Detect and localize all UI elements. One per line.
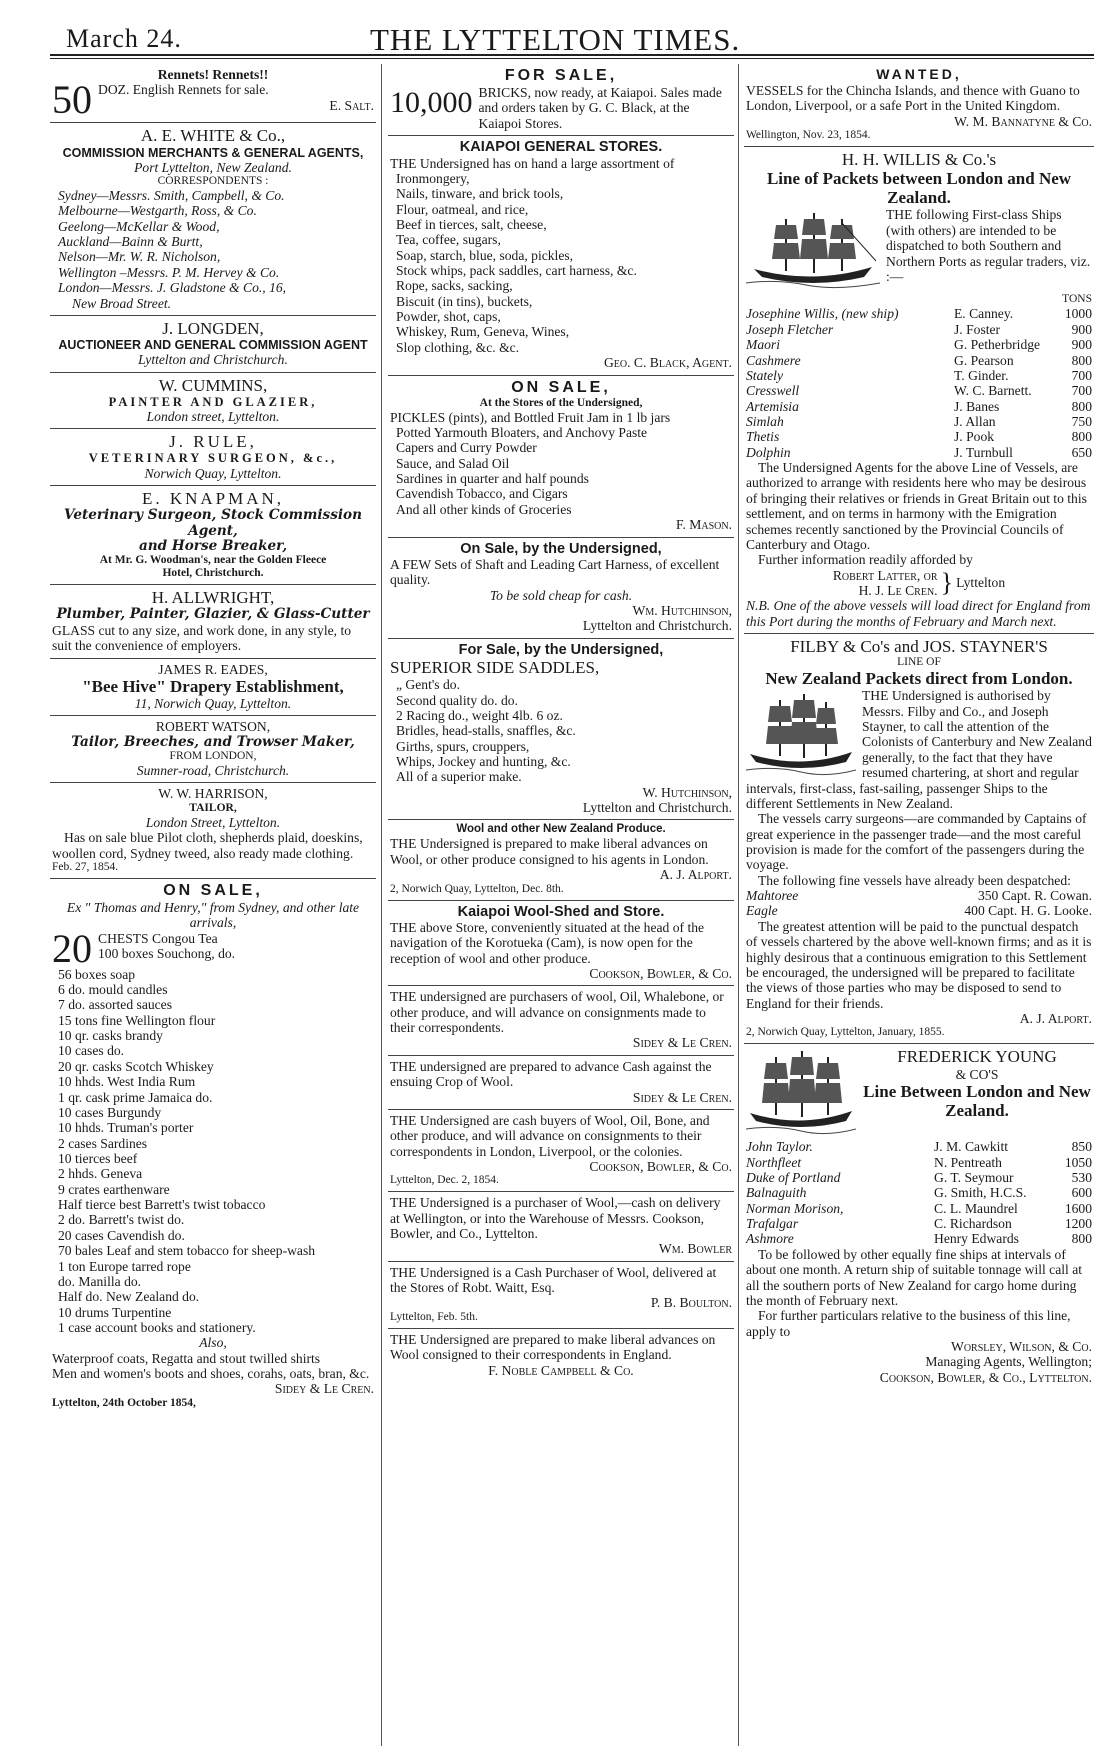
ad-signature: P. B. Boulton. — [650, 1295, 732, 1311]
list-item: Waterproof coats, Regatta and stout twilled shirts — [52, 1350, 321, 1366]
ship-master: J. M. Cawkitt — [934, 1139, 1009, 1155]
ad-text: THE Undersigned are prepared to make liberal advances on Wool consigned to their correspondents in England. — [390, 1331, 716, 1363]
ad-name: ROBERT WATSON, — [155, 719, 271, 735]
ad-place: At Mr. G. Woodman's, near the Golden Fleece — [99, 554, 327, 567]
ad-text: SUPERIOR SIDE SADDLES, — [390, 658, 600, 678]
list-item: New Broad Street. — [72, 295, 172, 311]
list-item: 10 qr. casks brandy — [58, 1028, 163, 1044]
column-divider-1 — [381, 64, 382, 1746]
ad-text: THE Undersigned is authorised by Messrs. Filby and Co., and Joseph Stayner, to call the attention of the Colonists of Canterbury and New Zealand generally, to the fact that they have resumed chartering, at short and regular intervals, first-class, fast-sailing, passenger Ships to the different Settlements in New Zealand. — [746, 688, 1092, 811]
ad-name: E. KNAPMAN, — [141, 488, 285, 508]
ship-tons: 1050 — [1064, 1154, 1092, 1170]
ad-trade: PAINTER AND GLAZIER, — [108, 394, 318, 409]
ad-signature: Cookson, Bowler, & Co., Lyttelton. — [879, 1369, 1092, 1385]
table-row — [746, 1155, 1092, 1170]
table-row — [746, 903, 1092, 918]
ad-heading: FILBY & Co's and JOS. STAYNER'S — [790, 637, 1048, 657]
ad-heading: Rennets! Rennets!! — [157, 67, 269, 82]
table-row — [746, 368, 1092, 383]
ad-heading: For Sale, by the Undersigned, — [458, 641, 664, 658]
issue-date: March 24. — [66, 24, 182, 53]
ad-text: For further particulars relative to the business of this line, apply to — [746, 1308, 1071, 1339]
ship-tons: 800 — [1071, 352, 1092, 368]
table-row — [746, 1201, 1092, 1216]
ship-master: G. T. Seymour — [934, 1170, 1014, 1186]
list-item: Geelong—McKellar & Wood, — [58, 218, 220, 234]
ship-tons: 800 — [1071, 429, 1092, 445]
list-item: Whiskey, Rum, Geneva, Wines, — [396, 324, 570, 340]
list-item: Nelson—Mr. W. R. Nicholson, — [58, 249, 221, 265]
ad-longden — [50, 316, 376, 373]
list-item: 100 boxes Souchong, do. — [98, 946, 236, 962]
ad-place: 11, Norwich Quay, Lyttelton. — [134, 696, 292, 712]
ship-name: Northfleet — [746, 1154, 802, 1170]
list-item: 10 cases do. — [58, 1043, 125, 1059]
ship-tons: 900 — [1071, 321, 1092, 337]
ship-name: Cashmere — [746, 352, 801, 368]
list-item: Flour, oatmeal, and rice, — [396, 201, 529, 217]
ship-master: E. Canney. — [954, 306, 1014, 322]
ship-name: Josephine Willis, (new ship) — [746, 306, 899, 322]
column-label: TONS — [1062, 293, 1092, 306]
ship-master: J. Allan — [954, 413, 996, 429]
list-item: 10 cases Burgundy — [58, 1104, 162, 1120]
ad-text: THE Undersigned are cash buyers of Wool, Oil, Bone, and other produce, and will advance on consignments to their correspondents in London, Liverpool, or the colonies. — [390, 1112, 710, 1159]
list-item: 2 Racing do., weight 4lb. 6 oz. — [396, 707, 563, 723]
ship-table — [746, 306, 1092, 460]
ad-trade: and Horse Breaker, — [138, 537, 288, 554]
list-item: Rope, sacks, sacking, — [396, 278, 513, 294]
list-item: 10 drums Turpentine — [58, 1304, 172, 1320]
table-row — [746, 1216, 1092, 1231]
ship-tons: 700 — [1071, 383, 1092, 399]
large-number: 50 — [52, 82, 92, 119]
ship-master: Henry Edwards — [934, 1231, 1019, 1247]
ad-signature: Cookson, Bowler, & Co. — [589, 965, 732, 981]
table-row — [746, 445, 1092, 460]
ad-eades — [50, 659, 376, 717]
list-item: 20 qr. casks Scotch Whiskey — [58, 1058, 214, 1074]
list-item: Slop clothing, &c. &c. — [396, 339, 520, 355]
ad-place: Sumner-road, Christchurch. — [136, 763, 290, 779]
list-item: „ Gent's do. — [396, 677, 460, 693]
ship-name: Mahtoree — [746, 888, 799, 904]
list-item: All of a superior make. — [396, 769, 522, 785]
ship-master: G. Pearson — [954, 352, 1014, 368]
ad-signature: Wm. Hutchinson, — [632, 602, 732, 618]
list-item: Sardines in quarter and half pounds — [396, 471, 589, 487]
ad-on-sale-sidey — [50, 879, 376, 1414]
ad-signature: A. J. Alport. — [1019, 1010, 1092, 1026]
ship-master: J. Turnbull — [954, 444, 1013, 460]
list-item: 10 hhds. Truman's porter — [58, 1120, 194, 1136]
ad-heading: Wool and other New Zealand Produce. — [456, 823, 666, 836]
ship-details: 400 Capt. H. G. Looke. — [964, 903, 1092, 919]
list-item: Auckland—Bainn & Burtt, — [58, 234, 203, 250]
ad-place: Lyttelton and Christchurch. — [138, 352, 288, 368]
ad-heading: & CO'S — [955, 1066, 999, 1082]
list-item: Bridles, head-stalls, snaffles, &c. — [396, 723, 576, 739]
list-item: Tea, coffee, sugars, — [396, 232, 501, 248]
ship-master: T. Ginder. — [954, 367, 1009, 383]
sailing-ship-icon — [746, 209, 880, 291]
column-left — [50, 64, 376, 1748]
ship-tons: 650 — [1071, 444, 1092, 460]
ad-signature: A. J. Alport. — [659, 867, 732, 883]
ad-name: J. LONGDEN, — [162, 318, 264, 338]
list-item: Men and women's boots and shoes, corahs, oats, bran, &c. — [52, 1366, 370, 1382]
ship-master: G. Smith, H.C.S. — [934, 1185, 1027, 1201]
list-item: 15 tons fine Wellington flour — [58, 1012, 216, 1028]
ad-subheading: New Zealand Packets direct from London. — [765, 669, 1073, 689]
ad-sidey-cash — [388, 1056, 734, 1110]
large-number: 10,000 — [390, 86, 473, 120]
ad-text: THE Undersigned is a purchaser of Wool,—cash on delivery at Wellington, or into the Warehouse of Messrs. Cookson, Bowler, and Co., Lyttelton. — [390, 1195, 721, 1241]
ad-signature: F. Mason. — [676, 517, 732, 533]
list-item: 56 boxes soap — [58, 966, 136, 982]
ad-name: A. E. WHITE & Co., — [140, 126, 286, 146]
ad-subheading: Line Between London and New Zealand. — [863, 1081, 1091, 1121]
ad-filby — [744, 634, 1094, 1044]
list-item: Whips, Jockey and hunting, &c. — [396, 754, 571, 770]
ad-place: Norwich Quay, Lyttelton. — [144, 465, 282, 481]
ad-note: To be sold cheap for cash. — [489, 587, 633, 603]
ship-master: N. Pentreath — [934, 1154, 1002, 1170]
ad-place: Lyttelton and Christchurch. — [582, 800, 732, 816]
list-item: Cavendish Tobacco, and Cigars — [396, 486, 568, 502]
ad-place: 2, Norwich Quay, Lyttelton, Dec. 8th. — [390, 882, 564, 895]
ad-date: Lyttelton, Dec. 2, 1854. — [390, 1174, 499, 1187]
ship-master: C. L. Maundrel — [934, 1200, 1018, 1216]
list-item: London—Messrs. J. Gladstone & Co., 16, — [58, 280, 287, 296]
column-divider-2 — [738, 64, 739, 1746]
ad-willis — [744, 147, 1094, 634]
ad-trade: Veterinary Surgeon, Stock Commission Agent, — [64, 507, 362, 539]
ad-bowler — [388, 1192, 734, 1261]
ad-text: The following fine vessels have already been despatched: — [758, 872, 1071, 888]
list-item: 2 hhds. Geneva — [58, 1166, 143, 1182]
ad-rule — [50, 429, 376, 486]
ad-text: Has on sale blue Pilot cloth, shepherds plaid, doeskins, woollen cord, Sydney tweed, also ready made clothing. — [52, 830, 363, 861]
ad-text: THE undersigned are prepared to advance Cash against the ensuing Crop of Wool. — [390, 1058, 712, 1090]
ship-tons: 600 — [1071, 1185, 1092, 1201]
list-item: Sydney—Messrs. Smith, Campbell, & Co. — [58, 188, 285, 204]
list-item: 7 do. assorted sauces — [58, 997, 173, 1013]
ad-text: Further information readily afforded by — [758, 552, 973, 568]
ship-master: G. Petherbridge — [954, 337, 1041, 353]
ad-place: London street, Lyttelton. — [146, 408, 280, 424]
ship-name: Joseph Fletcher — [746, 321, 834, 337]
ad-signature: Geo. C. Black, Agent. — [603, 355, 732, 371]
list-item: 6 do. mould candles — [58, 982, 168, 998]
list-item: Biscuit (in tins), buckets, — [396, 293, 533, 309]
list-item: Nails, tinware, and brick tools, — [396, 186, 564, 202]
goods-list — [52, 967, 374, 1336]
table-row — [746, 353, 1092, 368]
ad-signature: Sidey & Le Cren. — [632, 1035, 732, 1051]
table-row — [746, 1170, 1092, 1185]
ad-knapman — [50, 486, 376, 585]
ad-trade: Tailor, Breeches, and Trowser Maker, — [71, 733, 355, 750]
ship-master: W. C. Barnett. — [954, 383, 1032, 399]
ad-signature: Cookson, Bowler, & Co. — [589, 1158, 732, 1174]
table-row — [746, 306, 1092, 321]
ad-saddles — [388, 639, 734, 821]
list-item: Capers and Curry Powder — [396, 440, 537, 456]
ad-text: BRICKS, now ready, at Kaiapoi. Sales made and orders taken by G. C. Black, at the Kaiapoi Stores. — [478, 85, 722, 131]
ship-master: J. Foster — [954, 321, 1001, 337]
table-row — [746, 1231, 1092, 1246]
correspondents-list — [52, 188, 374, 311]
list-item: Wellington –Messrs. P. M. Hervey & Co. — [58, 264, 280, 280]
ship-tons: 800 — [1071, 1231, 1092, 1247]
list-item: 2 cases Sardines — [58, 1135, 148, 1151]
ship-name: John Taylor. — [746, 1139, 813, 1155]
ad-text: The Undersigned Agents for the above Line of Vessels, are authorized to arrange with residents here who may be desirous of bringing their relatives or friends in Great Britain out to this settlement, and on terms in harmony with the Emigration schemes recently sanctioned by the Provincial Councils of Canterbury and Otago. — [746, 460, 1087, 552]
ad-name: W. W. HARRISON, — [158, 786, 268, 802]
ship-name: Thetis — [746, 429, 780, 445]
list-item: do. Manilla do. — [58, 1273, 142, 1289]
ad-name: H. ALLWRIGHT, — [151, 588, 275, 608]
ship-tons: 750 — [1071, 413, 1092, 429]
ad-signature: Sidey & Le Cren. — [274, 1381, 374, 1397]
list-item: Powder, shot, caps, — [396, 309, 501, 325]
ad-date: Lyttelton, Feb. 5th. — [390, 1310, 478, 1323]
ad-heading: FOR SALE, — [504, 67, 618, 84]
ad-note: N.B. One of the above vessels will load direct for England from this Port during the months of February and March next. — [746, 598, 1091, 629]
ad-signature: Wm. Bowler — [658, 1241, 732, 1257]
ad-date: Feb. 27, 1854. — [52, 860, 119, 873]
header-rule — [50, 54, 1094, 56]
agents-block: Robert Latter, or H. J. Le Cren. } Lyttelton — [832, 567, 1006, 598]
ad-text: The vessels carry surgeons—are commanded by Captains of great experience in the passenger trade—and the most careful provision is made for the comfort of the passengers during the voyage. — [746, 811, 1087, 873]
table-row — [746, 399, 1092, 414]
table-row — [746, 322, 1092, 337]
ad-wool-shed — [388, 901, 734, 987]
ship-tons: 1000 — [1064, 306, 1092, 322]
ship-tons: 700 — [1071, 367, 1092, 383]
ad-cookson — [388, 1110, 734, 1192]
ad-name: J. RULE, — [169, 432, 257, 452]
ship-name: Dolphin — [746, 444, 791, 460]
list-item: Stock whips, pack saddles, cart harness, &c. — [396, 263, 637, 279]
ship-name: Ashmore — [746, 1231, 794, 1247]
ship-tons: 850 — [1071, 1139, 1092, 1155]
ad-subheading: Also, — [199, 1335, 227, 1351]
ship-name: Maori — [746, 337, 780, 353]
ship-name: Cresswell — [746, 383, 800, 399]
ship-name: Trafalgar — [746, 1216, 799, 1232]
agent-name: H. J. Le Cren. — [858, 582, 938, 598]
ad-subheading: Line of Packets between London and New Zealand. — [766, 169, 1072, 208]
masthead — [0, 12, 1114, 57]
list-item: 2 do. Barrett's twist do. — [58, 1212, 185, 1228]
ad-young — [744, 1044, 1094, 1389]
list-item: 70 bales Leaf and stem tobacco for sheep-wash — [58, 1243, 316, 1259]
ad-heading: FREDERICK YOUNG — [897, 1047, 1057, 1067]
ship-table — [746, 1139, 1092, 1247]
ad-cummins — [50, 373, 376, 430]
table-row — [746, 337, 1092, 352]
ad-place: Port Lyttelton, New Zealand. — [134, 159, 292, 175]
list-item: Beef in tierces, salt, cheese, — [396, 216, 547, 232]
ship-details: 350 Capt. R. Cowan. — [977, 888, 1092, 904]
ad-signature: E. Salt. — [329, 97, 374, 113]
list-item: 1 ton Europe tarred rope — [58, 1258, 191, 1274]
ad-text: THE above Store, conveniently situated at the head of the navigation of the Korotueka (Cam), is now open for the reception of wool and other produce. — [390, 919, 705, 966]
ad-heading: ON SALE, — [163, 881, 263, 899]
ad-trade: Plumber, Painter, Glazier, & Glass-Cutter — [56, 606, 370, 623]
ad-campbell — [388, 1329, 734, 1382]
ad-kaiapoi-stores — [388, 136, 734, 375]
goods-list — [390, 425, 732, 517]
newspaper-title: THE LYTTELTON TIMES. — [370, 22, 741, 57]
ship-name: Eagle — [746, 903, 778, 919]
ship-name: Simlah — [746, 413, 784, 429]
ad-line-of: LINE OF — [897, 656, 941, 669]
list-item: Melbourne—Westgarth, Ross, & Co. — [58, 203, 257, 219]
ad-subheading: CORRESPONDENTS : — [157, 175, 269, 188]
table-row — [746, 1139, 1092, 1154]
ad-boulton — [388, 1262, 734, 1329]
ad-signature: W. Hutchinson, — [642, 784, 732, 800]
ad-text: THE undersigned are purchasers of wool, Oil, Whalebone, or other produce, and will advance on consignments made to their correspondents. — [390, 989, 724, 1036]
ad-trade: VETERINARY SURGEON, &c., — [88, 451, 338, 466]
ad-subheading: At the Stores of the Undersigned, — [479, 396, 643, 409]
ship-name: Balnaguith — [746, 1185, 807, 1201]
ship-tons: 900 — [1071, 337, 1092, 353]
sailing-ship-icon — [746, 1049, 856, 1137]
ad-text: A FEW Sets of Shaft and Leading Cart Harness, of excellent quality. — [390, 556, 720, 588]
ad-shop: "Bee Hive" Drapery Establishment, — [82, 676, 344, 696]
list-item: Potted Yarmouth Bloaters, and Anchovy Paste — [396, 424, 648, 440]
ad-rennets — [50, 64, 376, 123]
ad-signature: Sidey & Le Cren. — [632, 1089, 732, 1105]
ad-signature: Managing Agents, Wellington; — [925, 1354, 1092, 1370]
agent-name: Robert Latter, or — [832, 567, 938, 583]
ad-heading: H. H. WILLIS & Co.'s — [841, 149, 997, 169]
table-row — [746, 429, 1092, 444]
ship-tons: 530 — [1071, 1170, 1092, 1186]
ship-master: J. Pook — [954, 429, 995, 445]
list-item: 10 hhds. West India Rum — [58, 1074, 196, 1090]
ad-white — [50, 123, 376, 316]
list-item: 1 qr. cask prime Jamaica do. — [58, 1089, 213, 1105]
list-item: Half tierce best Barrett's twist tobacco — [58, 1197, 266, 1213]
ad-wanted — [744, 64, 1094, 147]
ad-subheading: Ex " Thomas and Henry," from Sydney, and other late arrivals, — [66, 899, 360, 931]
ad-place: Lyttelton and Christchurch. — [582, 618, 732, 634]
ship-name: Duke of Portland — [746, 1170, 841, 1186]
ad-place: London Street, Lyttelton. — [145, 814, 281, 830]
list-item: Soap, starch, blue, soda, pickles, — [396, 247, 574, 263]
ad-text: VESSELS for the Chincha Islands, and thence with Guano to London, Liverpool, or a safe Port in the United Kingdom. — [746, 82, 1080, 114]
ad-watson — [50, 716, 376, 783]
ad-heading: On Sale, by the Undersigned, — [460, 540, 662, 557]
ad-from: FROM LONDON, — [169, 750, 257, 763]
ad-place: Hotel, Christchurch. — [162, 567, 264, 580]
ad-name: JAMES R. EADES, — [158, 661, 268, 677]
ad-alport-wool — [388, 820, 734, 900]
ad-heading: ON SALE, — [511, 378, 611, 396]
list-item: Second quality do. do. — [396, 692, 518, 708]
ad-date: 2, Norwich Quay, Lyttelton, January, 1855. — [746, 1026, 945, 1039]
goods-list — [390, 171, 732, 355]
ship-name: Artemisia — [746, 398, 799, 414]
table-row — [746, 383, 1092, 398]
list-item: 1 case account books and stationery. — [58, 1319, 256, 1335]
ad-bricks — [388, 64, 734, 136]
ad-heading: WANTED, — [876, 66, 962, 82]
ad-text: The greatest attention will be paid to the punctual despatch of vessels chartered by the above well-known firms; and as it is highly desirous that a continuous emigration to this Settlement be encouraged, the undersigned will be prepared to facilitate the views of those parties who may be disposed to send to England for their friends. — [746, 918, 1092, 1011]
list-item: Sauce, and Salad Oil — [396, 455, 510, 471]
ship-name: Stately — [746, 367, 783, 383]
list-item: CHESTS Congou Tea — [98, 930, 218, 946]
table-row — [746, 414, 1092, 429]
ad-text: THE following First-class Ships (with others) are intended to be dispatched to both Southern and Northern Ports as regular traders, viz. :— — [886, 207, 1091, 284]
list-item: And all other kinds of Groceries — [396, 501, 572, 517]
ad-sidey-wool — [388, 986, 734, 1055]
ad-place: Lyttelton — [956, 575, 1006, 591]
table-row — [746, 1185, 1092, 1200]
sailing-ship-icon — [746, 690, 856, 778]
ad-signature: W. M. Bannatyne & Co. — [954, 113, 1092, 129]
ad-signature: F. Noble Campbell & Co. — [488, 1362, 634, 1378]
goods-list — [390, 677, 732, 785]
list-item: Ironmongery, — [396, 170, 470, 186]
ad-name: W. CUMMINS, — [158, 375, 268, 395]
ad-trade: TAILOR, — [189, 801, 237, 814]
ad-harrison — [50, 783, 376, 878]
column-right — [744, 64, 1094, 1748]
ad-allwright — [50, 585, 376, 658]
ad-date: Wellington, Nov. 23, 1854. — [746, 128, 871, 141]
ad-text: PICKLES (pints), and Bottled Fruit Jam in 1 lb jars — [390, 409, 671, 425]
list-item: Half do. New Zealand do. — [58, 1289, 200, 1305]
ship-tons: 1600 — [1064, 1200, 1092, 1216]
large-number: 20 — [52, 930, 92, 967]
ad-trade: COMMISSION MERCHANTS & GENERAL AGENTS, — [62, 145, 364, 160]
ad-trade: AUCTIONEER AND GENERAL COMMISSION AGENT — [58, 338, 368, 353]
ad-text: THE Undersigned is prepared to make liberal advances on Wool, or other produce consigned to his agents in London. — [390, 836, 709, 867]
list-item: Girths, spurs, crouppers, — [396, 738, 530, 754]
ship-master: J. Banes — [954, 398, 1000, 414]
ship-name: Norman Morison, — [746, 1200, 844, 1216]
list-item: 20 cases Cavendish do. — [58, 1227, 185, 1243]
ship-tons: 800 — [1071, 398, 1092, 414]
header-rule-thin — [50, 58, 1094, 59]
column-middle — [388, 64, 734, 1748]
ad-heading: KAIAPOI GENERAL STORES. — [459, 139, 663, 156]
ad-text: GLASS cut to any size, and work done, in any style, to suit the convenience of employers. — [52, 622, 352, 654]
ad-heading: Kaiapoi Wool-Shed and Store. — [457, 903, 665, 920]
ad-text: To be followed by other equally fine ships at intervals of about one month. A return ship of suitable tonnage will call at all the southern ports of New Zealand for cargo home during the month of February next. — [746, 1246, 1082, 1308]
list-item: 9 crates earthenware — [58, 1181, 170, 1197]
ad-date: Lyttelton, 24th October 1854, — [52, 1396, 196, 1409]
ship-master: C. Richardson — [934, 1216, 1012, 1232]
ad-signature: Worsley, Wilson, & Co. — [950, 1338, 1092, 1354]
ad-harness — [388, 538, 734, 639]
ad-text: DOZ. English Rennets for sale. — [98, 82, 269, 98]
ad-text: THE Undersigned is a Cash Purchaser of Wool, delivered at the Stores of Robt. Waitt, Esq. — [390, 1264, 717, 1296]
list-item: 10 tierces beef — [58, 1151, 138, 1166]
ad-mason — [388, 376, 734, 538]
ship-tons: 1200 — [1064, 1216, 1092, 1232]
table-row — [746, 888, 1092, 903]
ad-text: THE Undersigned has on hand a large assortment of — [390, 155, 675, 171]
